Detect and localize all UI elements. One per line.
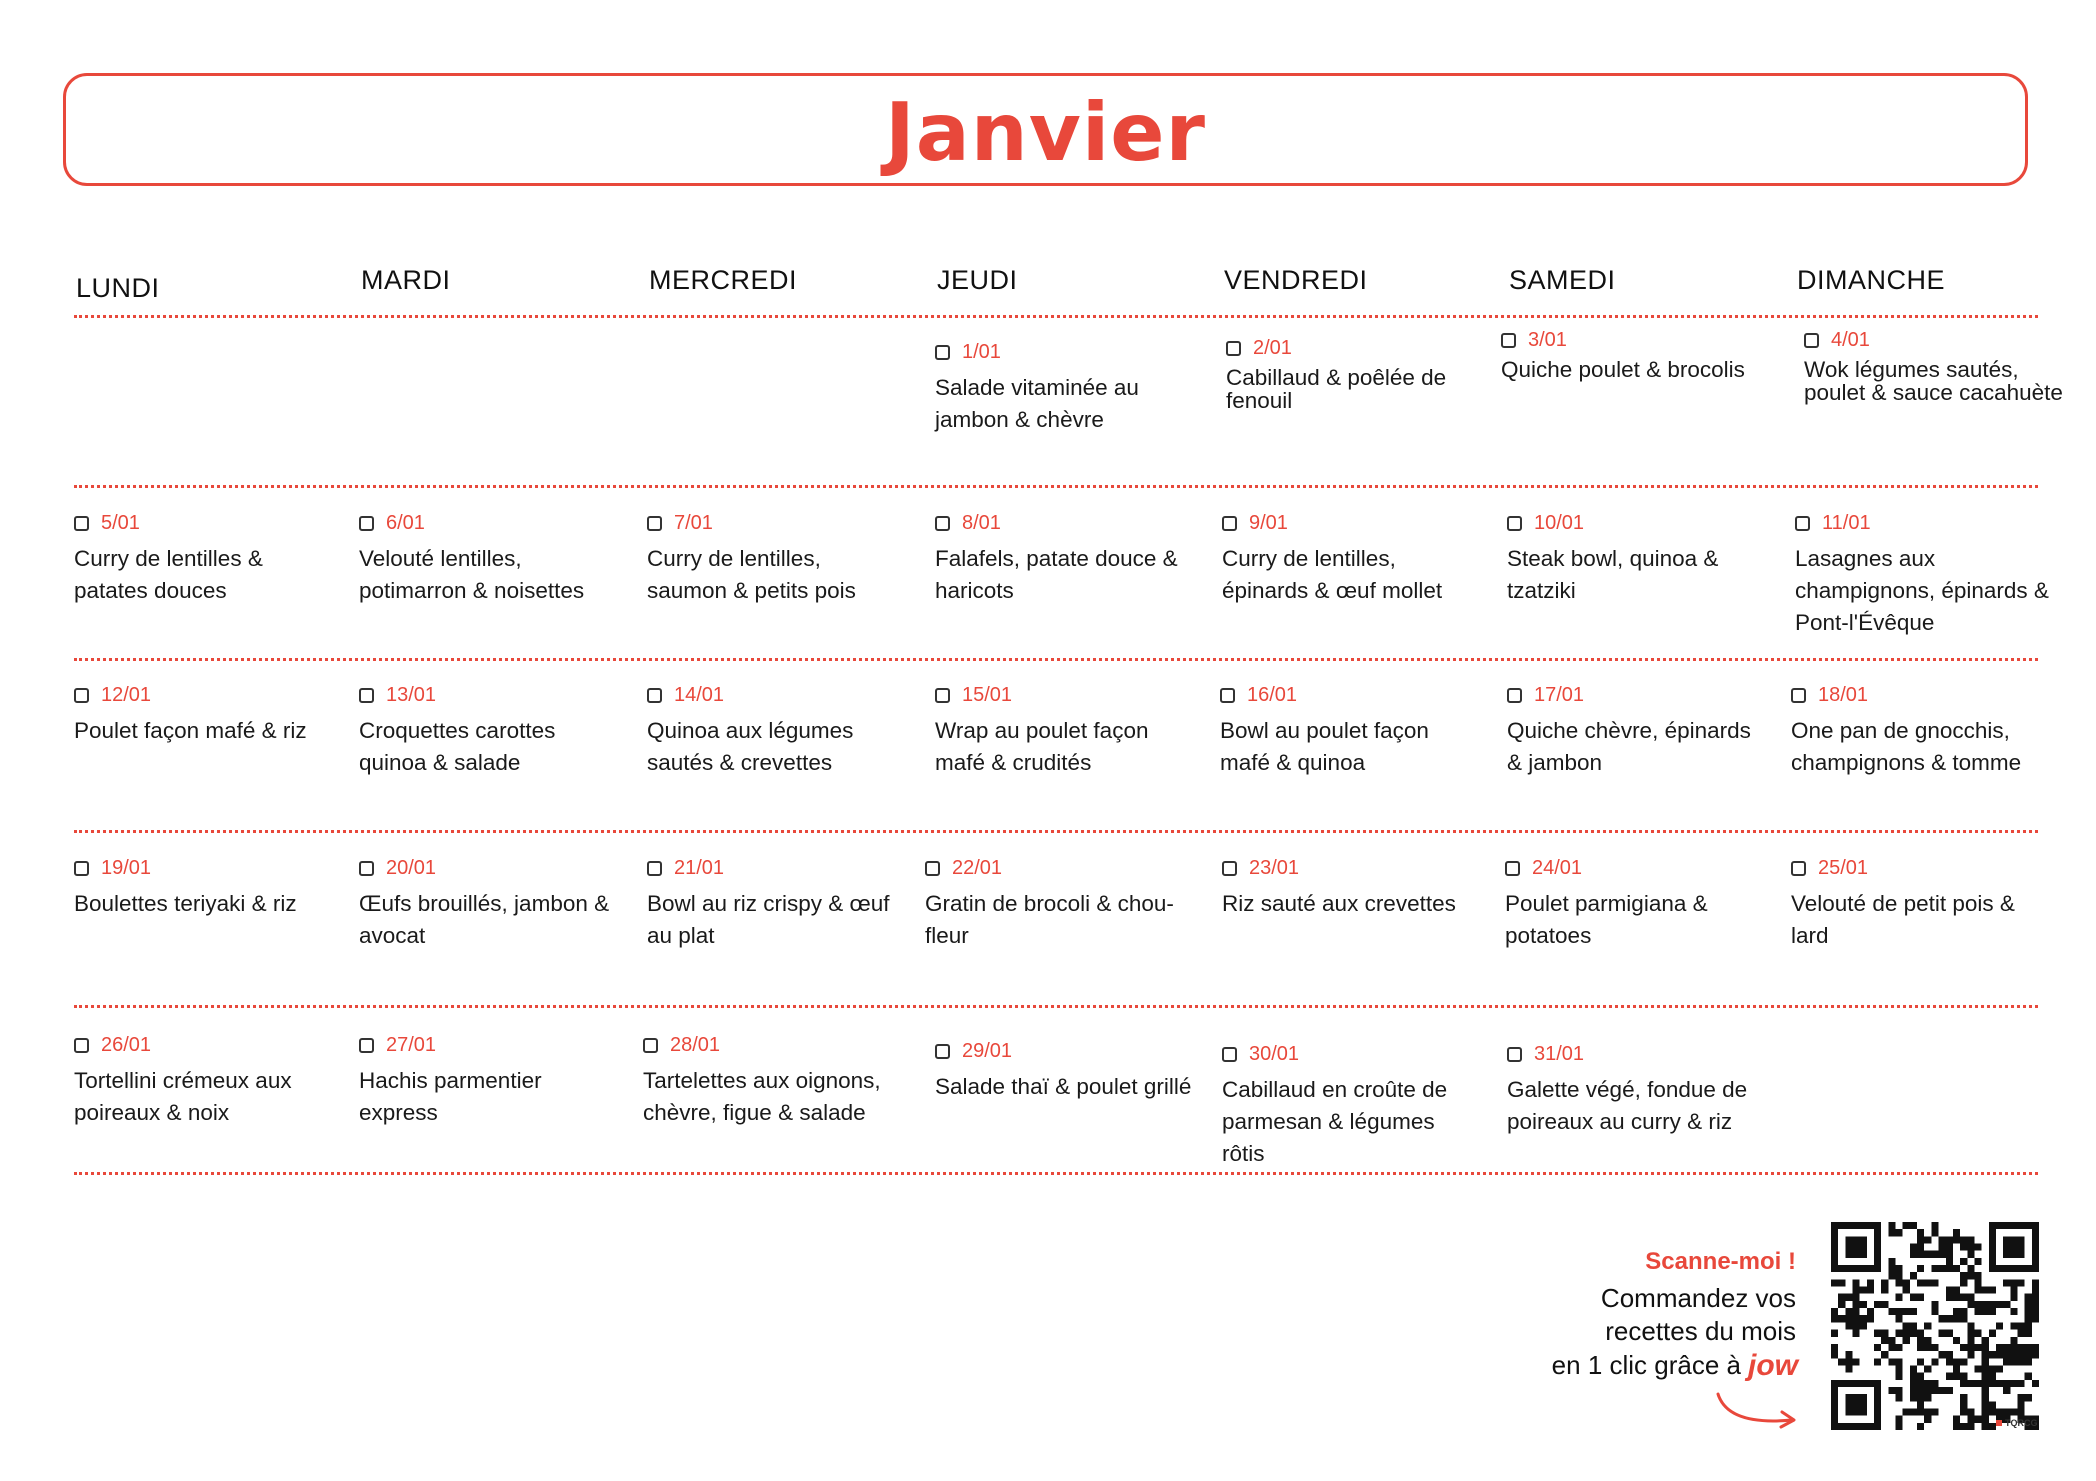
meal-checkbox[interactable] [643, 1038, 658, 1053]
meal-cell [1220, 682, 1480, 779]
meal-cell [935, 510, 1195, 607]
meal-cell [647, 510, 907, 607]
meal-cell [74, 855, 334, 920]
meal-name: Velouté lentilles, potimarron & noisettes [359, 546, 585, 603]
meal-checkbox[interactable] [925, 861, 940, 876]
meal-name: Riz sauté aux crevettes [1222, 891, 1456, 916]
meal-checkbox[interactable] [1222, 516, 1237, 531]
date-row [74, 1032, 334, 1058]
date-row [1222, 1041, 1482, 1067]
meal-name: Tartelettes aux oignons, chèvre, figue & salade [643, 1068, 881, 1125]
meal-name: Cabillaud & poêlée de fenouil [1226, 365, 1447, 413]
brand-logo: jow [1748, 1349, 1798, 1382]
meal-date: 2/01 [1253, 336, 1292, 359]
meal-cell [647, 682, 907, 779]
meal-checkbox[interactable] [359, 516, 374, 531]
meal-cell [925, 855, 1185, 952]
meal-name: Curry de lentilles & patates douces [74, 546, 263, 603]
cta-line-3: en 1 clic grâce à [1551, 1350, 1741, 1380]
qr-tag-icon [1996, 1420, 2002, 1426]
meal-checkbox[interactable] [74, 516, 89, 531]
meal-date: 13/01 [386, 683, 437, 706]
scan-me-label: Scanne-moi ! [1645, 1248, 1796, 1275]
meal-date: 12/01 [101, 683, 152, 706]
meal-name: Hachis parmentier express [359, 1068, 542, 1125]
page-title: Janvier [885, 86, 1206, 179]
date-row [74, 682, 334, 708]
meal-date: 29/01 [962, 1039, 1013, 1062]
meal-name: Boulettes teriyaki & riz [74, 891, 297, 916]
meal-name: Lasagnes aux champignons, épinards & Pont-l'Évêque [1795, 546, 2049, 635]
meal-checkbox[interactable] [1791, 861, 1806, 876]
meal-cell [359, 682, 619, 779]
meal-date: 25/01 [1818, 856, 1869, 879]
date-row [1791, 682, 2051, 708]
meal-checkbox[interactable] [1804, 333, 1819, 348]
meal-cell [935, 1038, 1195, 1103]
meal-cell [1505, 855, 1765, 952]
meal-date: 18/01 [1818, 683, 1869, 706]
meal-date: 24/01 [1532, 856, 1583, 879]
date-row [359, 1032, 619, 1058]
meal-date: 19/01 [101, 856, 152, 879]
meal-name: Salade vitaminée au jambon & chèvre [935, 375, 1139, 432]
meal-checkbox[interactable] [935, 1044, 950, 1059]
meal-cell [1222, 1041, 1482, 1170]
date-row [1507, 682, 1767, 708]
date-row [1791, 855, 2051, 881]
meal-date: 17/01 [1534, 683, 1585, 706]
meal-date: 15/01 [962, 683, 1013, 706]
meal-date: 20/01 [386, 856, 437, 879]
date-row [74, 855, 334, 881]
meal-date: 1/01 [962, 340, 1001, 363]
row-divider [74, 830, 2038, 833]
date-row [925, 855, 1185, 881]
row-divider [74, 1005, 2038, 1008]
meal-name: Salade thaï & poulet grillé [935, 1074, 1192, 1099]
meal-checkbox[interactable] [1222, 1047, 1237, 1062]
meal-checkbox[interactable] [647, 861, 662, 876]
meal-cell [1791, 682, 2051, 779]
meal-checkbox[interactable] [1505, 861, 1520, 876]
meal-cell [1507, 682, 1767, 779]
meal-date: 4/01 [1831, 328, 1870, 351]
meal-cell [359, 1032, 619, 1129]
date-row [647, 855, 907, 881]
day-header-mardi: MARDI [361, 265, 451, 295]
meal-cell [935, 339, 1195, 436]
date-row [935, 1038, 1195, 1064]
meal-name: Galette végé, fondue de poireaux au curry & riz [1507, 1077, 1748, 1134]
date-row [643, 1032, 903, 1058]
meal-date: 11/01 [1822, 511, 1871, 534]
day-header-dimanche: DIMANCHE [1797, 265, 1946, 295]
meal-name: Quiche chèvre, épinards & jambon [1507, 718, 1751, 775]
day-header-mercredi: MERCREDI [649, 265, 798, 295]
meal-name: Steak bowl, quinoa & tzatziki [1507, 546, 1719, 603]
row-divider [74, 658, 2038, 661]
date-row [1501, 327, 1761, 353]
meal-name: Bowl au poulet façon mafé & quinoa [1220, 718, 1429, 775]
row-divider [74, 315, 2038, 318]
curved-arrow-icon [1710, 1390, 1805, 1435]
meal-name: Œufs brouillés, jambon & avocat [359, 891, 610, 948]
date-row [935, 339, 1195, 365]
meal-date: 23/01 [1249, 856, 1300, 879]
meal-checkbox[interactable] [1226, 341, 1241, 356]
meal-date: 7/01 [674, 511, 713, 534]
meal-name: Curry de lentilles, épinards & œuf mollet [1222, 546, 1443, 603]
date-row [1505, 855, 1765, 881]
meal-checkbox[interactable] [359, 861, 374, 876]
meal-checkbox[interactable] [1507, 688, 1522, 703]
meal-cell [1507, 1041, 1767, 1138]
meal-cell [359, 510, 619, 607]
meal-date: 21/01 [674, 856, 725, 879]
date-row [1226, 335, 1486, 361]
meal-cell [647, 855, 907, 952]
meal-cell [359, 855, 619, 952]
meal-cell [1507, 510, 1767, 607]
meal-cell [1501, 327, 1761, 381]
meal-checkbox[interactable] [1795, 516, 1810, 531]
meal-date: 16/01 [1247, 683, 1298, 706]
date-row [359, 855, 619, 881]
meal-checkbox[interactable] [74, 861, 89, 876]
title-banner [63, 73, 2028, 186]
meal-cell [1804, 327, 2064, 404]
date-row [1507, 510, 1767, 536]
meal-date: 14/01 [674, 683, 725, 706]
date-row [359, 510, 619, 536]
meal-cell [1222, 510, 1482, 607]
meal-checkbox[interactable] [647, 688, 662, 703]
date-row [935, 682, 1195, 708]
meal-name: Curry de lentilles, saumon & petits pois [647, 546, 856, 603]
day-header-lundi: LUNDI [76, 273, 160, 303]
date-row [935, 510, 1195, 536]
date-row [647, 682, 907, 708]
meal-checkbox[interactable] [74, 688, 89, 703]
meal-cell [1226, 335, 1486, 412]
meal-name: One pan de gnocchis, champignons & tomme [1791, 718, 2022, 775]
meal-name: Bowl au riz crispy & œuf au plat [647, 891, 890, 948]
meal-cell [74, 682, 334, 747]
meal-date: 8/01 [962, 511, 1001, 534]
meal-name: Falafels, patate douce & haricots [935, 546, 1178, 603]
meal-checkbox[interactable] [1507, 1047, 1522, 1062]
meal-checkbox[interactable] [359, 1038, 374, 1053]
meal-date: 28/01 [670, 1033, 721, 1056]
meal-cell [1222, 855, 1482, 920]
date-row [1507, 1041, 1767, 1067]
meal-checkbox[interactable] [1507, 516, 1522, 531]
meal-date: 26/01 [101, 1033, 152, 1056]
meal-name: Velouté de petit pois & lard [1791, 891, 2015, 948]
meal-date: 6/01 [386, 511, 425, 534]
meal-date: 10/01 [1534, 511, 1585, 534]
meal-date: 27/01 [386, 1033, 437, 1056]
meal-cell [643, 1032, 903, 1129]
meal-checkbox[interactable] [935, 516, 950, 531]
meal-checkbox[interactable] [935, 345, 950, 360]
date-row [74, 510, 334, 536]
meal-cell [74, 1032, 334, 1129]
meal-name: Poulet parmigiana & potatoes [1505, 891, 1708, 948]
date-row [647, 510, 907, 536]
meal-name: Tortellini crémeux aux poireaux & noix [74, 1068, 292, 1125]
qr-generator-tag [1996, 1418, 2038, 1428]
day-header-jeudi: JEUDI [937, 265, 1018, 295]
meal-name: Wok légumes sautés, poulet & sauce cacahuète [1804, 357, 2063, 405]
cta-line-1: Commandez vos [1600, 1283, 1796, 1313]
meal-date: 5/01 [101, 511, 140, 534]
meal-cell [74, 510, 334, 607]
meal-checkbox[interactable] [359, 688, 374, 703]
meal-checkbox[interactable] [74, 1038, 89, 1053]
date-row [1222, 855, 1482, 881]
meal-checkbox[interactable] [1220, 688, 1235, 703]
meal-name: Wrap au poulet façon mafé & crudités [935, 718, 1149, 775]
date-row [1222, 510, 1482, 536]
meal-checkbox[interactable] [1501, 333, 1516, 348]
date-row [1220, 682, 1480, 708]
date-row [1804, 327, 2064, 353]
meal-cell [935, 682, 1195, 779]
meal-checkbox[interactable] [1222, 861, 1237, 876]
meal-cell [1791, 855, 2051, 952]
meal-date: 3/01 [1528, 328, 1567, 351]
day-header-vendredi: VENDREDI [1224, 265, 1368, 295]
qr-tag-label: TQRCG [2005, 1418, 2038, 1428]
meal-checkbox[interactable] [647, 516, 662, 531]
meal-checkbox[interactable] [1791, 688, 1806, 703]
date-row [1795, 510, 2055, 536]
meal-date: 31/01 [1534, 1042, 1585, 1065]
meal-date: 9/01 [1249, 511, 1288, 534]
meal-checkbox[interactable] [935, 688, 950, 703]
date-row [359, 682, 619, 708]
meal-date: 30/01 [1249, 1042, 1300, 1065]
row-divider [74, 485, 2038, 488]
meal-name: Poulet façon mafé & riz [74, 718, 307, 743]
day-header-samedi: SAMEDI [1509, 265, 1616, 295]
row-divider [74, 1172, 2038, 1175]
meal-name: Cabillaud en croûte de parmesan & légumes rôtis [1222, 1077, 1448, 1166]
meal-cell [1795, 510, 2055, 639]
meal-name: Quiche poulet & brocolis [1501, 357, 1745, 382]
meal-date: 22/01 [952, 856, 1003, 879]
meal-name: Croquettes carottes quinoa & salade [359, 718, 556, 775]
meal-name: Quinoa aux légumes sautés & crevettes [647, 718, 854, 775]
qr-code[interactable] [1831, 1222, 2039, 1430]
cta-line-2: recettes du mois [1605, 1316, 1796, 1346]
meal-name: Gratin de brocoli & chou-fleur [925, 891, 1174, 948]
